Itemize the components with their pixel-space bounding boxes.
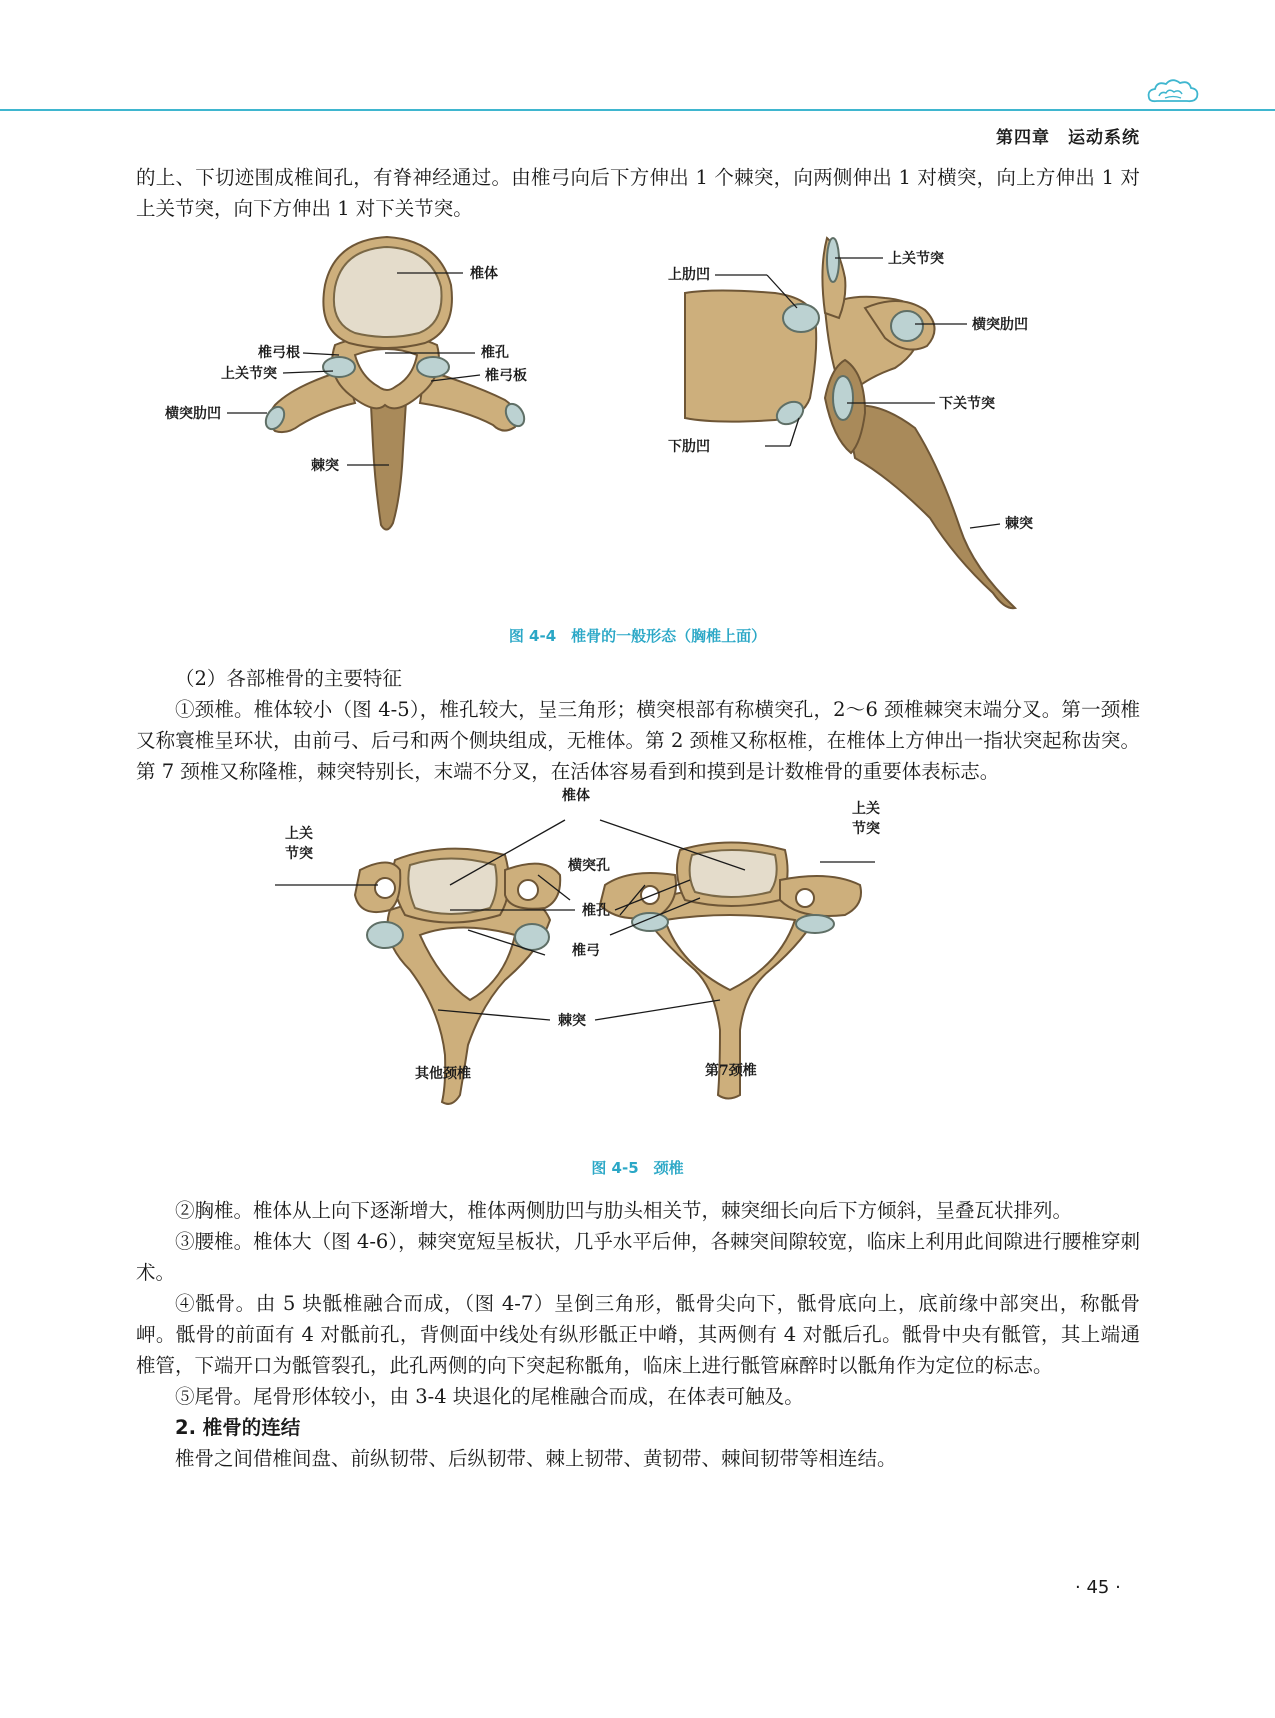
label-c-spinous: 棘突 bbox=[558, 1013, 586, 1029]
body-block bbox=[136, 1195, 1140, 1474]
sacrum-paragraph: ④骶骨。由 5 块骶椎融合而成，（图 4-7）呈倒三角形，骶骨尖向下，骶骨底向上，底前缘中部突出，称骶骨岬。骶骨的前面有 4 对骶前孔，背侧面中线处有纵形骶正中嵴，其两侧有 4 对骶后孔。骶骨中央有骶管，其上端通椎管，下端开口为骶管裂孔，此孔两侧的向下突起称骶角，临床上进行骶管麻醉时以骶角作为定位的标志。 bbox=[136, 1292, 1140, 1377]
label-body: 椎体 bbox=[470, 266, 498, 282]
label-sup-costal: 上肋凹 bbox=[668, 267, 710, 283]
subsection-paragraph: 椎骨之间借椎间盘、前纵韧带、后纵韧带、棘上韧带、黄韧带、棘间韧带等相连结。 bbox=[175, 1447, 897, 1470]
label-foramen: 椎孔 bbox=[481, 345, 509, 361]
label-c-right-name: 第7颈椎 bbox=[705, 1063, 757, 1079]
label-c-foramen: 椎孔 bbox=[582, 903, 610, 919]
label-inf-costal: 下肋凹 bbox=[668, 439, 710, 455]
cervical-paragraph: ①颈椎。椎体较小（图 4-5），椎孔较大，呈三角形；横突根部有称横突孔，2～6 颈椎棘突末端分叉。第一颈椎又称寰椎呈环状，由前弓、后弓和两个侧块组成，无椎体。第 2 颈椎又称枢椎，在椎体上方伸出一指状突起称齿突。第 7 颈椎又称隆椎，棘突特别长，末端不分叉，在活体容易看到和摸到是计数椎骨的重要体表标志。 bbox=[136, 698, 1140, 783]
label-inf-facet: 下关节突 bbox=[939, 396, 995, 412]
label-c-left-name: 其他颈椎 bbox=[415, 1066, 471, 1082]
figure-4-4-right-illustration bbox=[668, 238, 1115, 618]
label-sup-facet-right: 上关节突 bbox=[888, 251, 944, 267]
figure-4-5-illustration bbox=[285, 788, 980, 1150]
intro-paragraph: 的上、下切迹围成椎间孔，有脊神经通过。由椎弓向后下方伸出 1 个棘突，向两侧伸出 1 对横突，向上方伸出 1 对上关节突，向下方伸出 1 对下关节突。 bbox=[136, 166, 1140, 220]
intro-block bbox=[136, 162, 1140, 224]
page-number: · 45 · bbox=[1075, 1577, 1121, 1598]
section-heading: （2）各部椎骨的主要特征 bbox=[175, 667, 402, 690]
label-trans-costal: 横突肋凹 bbox=[972, 317, 1028, 333]
label-sup-facet: 上关节突 bbox=[221, 366, 277, 382]
section-block bbox=[136, 663, 1140, 787]
label-costal-facet: 横突肋凹 bbox=[165, 406, 221, 422]
label-c-sup-facet-right-2: 节突 bbox=[852, 821, 880, 837]
subsection-heading: 2. 椎骨的连结 bbox=[175, 1416, 301, 1439]
figure-4-5-caption: 图 4-5 颈椎 bbox=[591, 1159, 684, 1177]
label-spinous: 棘突 bbox=[311, 458, 339, 474]
figure-4-4-caption: 图 4-4 椎骨的一般形态（胸椎上面） bbox=[508, 627, 767, 645]
cervical-vertebra-seventh-drawing bbox=[600, 843, 861, 1099]
label-c-arch: 椎弓 bbox=[572, 943, 600, 959]
cloud-ornament-icon bbox=[1145, 76, 1201, 106]
thoracic-vertebra-lateral-drawing bbox=[685, 238, 1015, 608]
coccyx-paragraph: ⑤尾骨。尾骨形体较小，由 3-4 块退化的尾椎融合而成，在体表可触及。 bbox=[175, 1385, 804, 1408]
header-rule bbox=[0, 109, 1275, 111]
label-c-body: 椎体 bbox=[562, 788, 590, 804]
label-c-sup-facet-left-2: 节突 bbox=[285, 846, 313, 862]
label-c-trans-foramen: 横突孔 bbox=[568, 858, 610, 874]
thoracic-paragraph: ②胸椎。椎体从上向下逐渐增大，椎体两侧肋凹与肋头相关节，棘突细长向后下方倾斜，呈叠瓦状排列。 bbox=[175, 1199, 1073, 1222]
chapter-title: 第四章 运动系统 bbox=[996, 128, 1140, 148]
label-c-sup-facet-right-1: 上关 bbox=[852, 801, 880, 817]
label-spinous-right: 棘突 bbox=[1005, 516, 1033, 532]
label-c-sup-facet-left-1: 上关 bbox=[285, 826, 313, 842]
label-lamina: 椎弓板 bbox=[485, 368, 527, 384]
label-pedicle: 椎弓根 bbox=[258, 345, 300, 361]
lumbar-paragraph: ③腰椎。椎体大（图 4-6），棘突宽短呈板状，几乎水平后伸，各棘突间隙较宽，临床上利用此间隙进行腰椎穿刺术。 bbox=[136, 1230, 1140, 1284]
figure-4-4-left-illustration bbox=[165, 235, 605, 555]
